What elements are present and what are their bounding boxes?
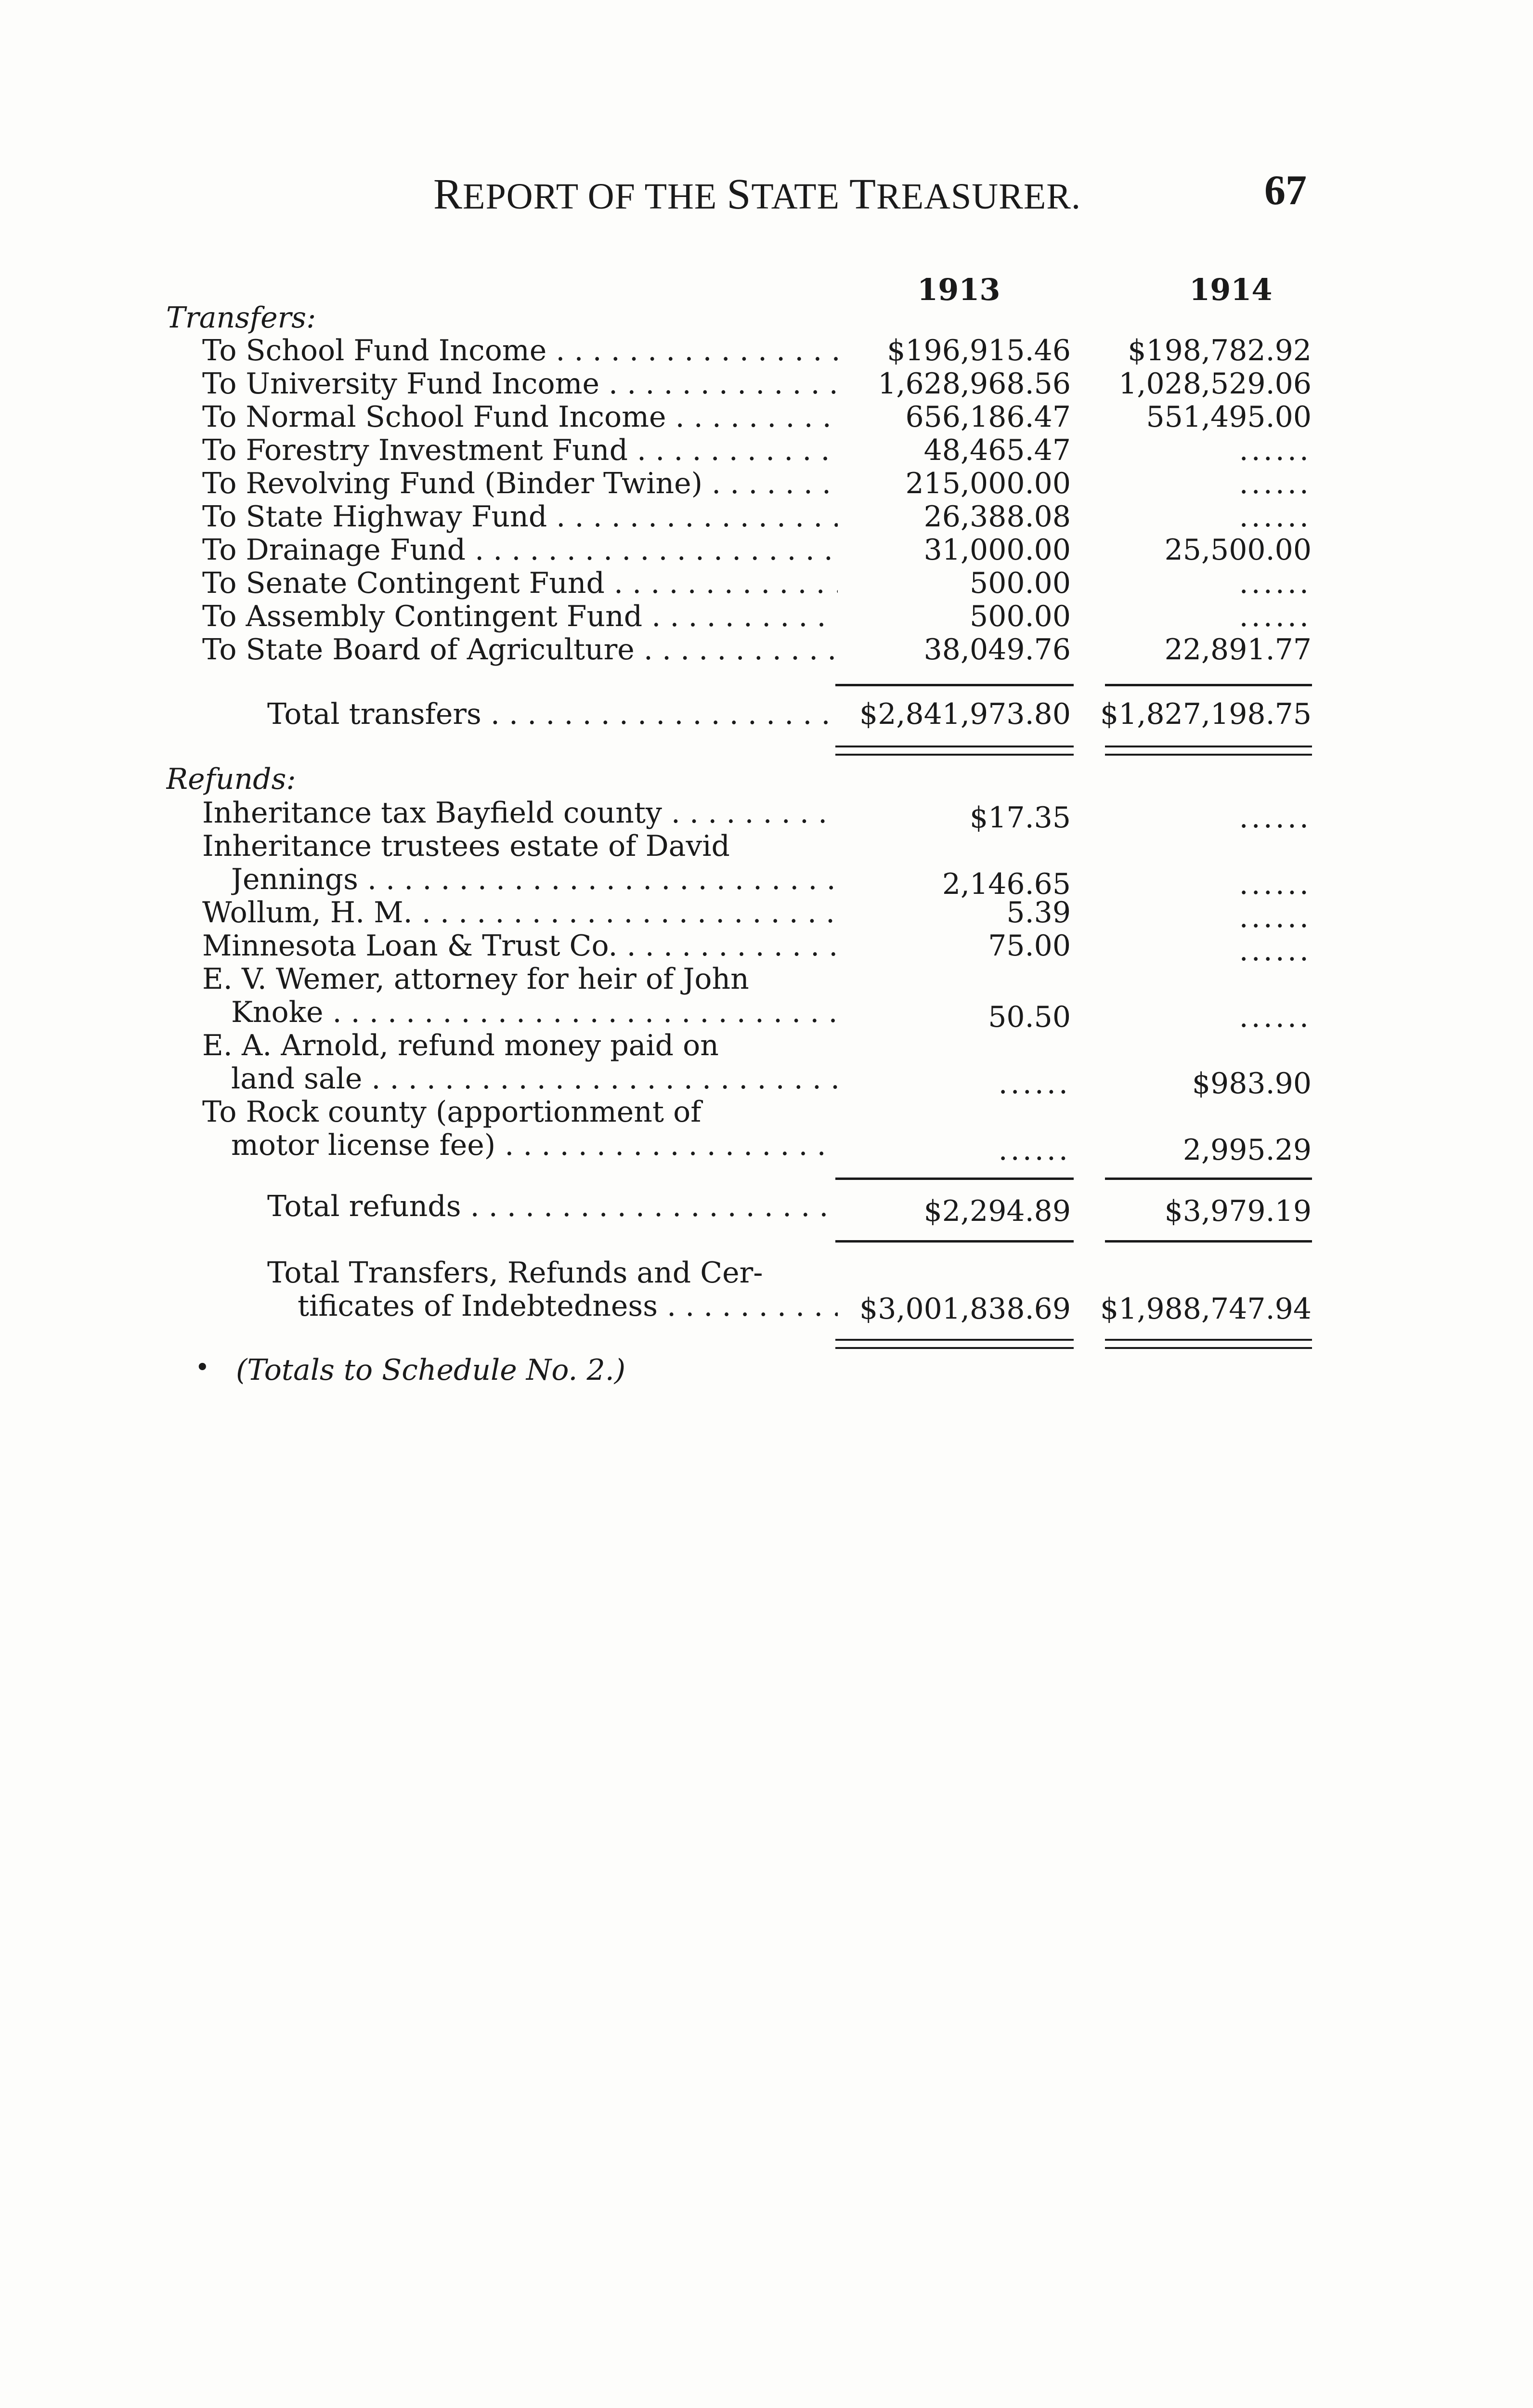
row-label: To University Fund Income [202,367,599,401]
value-1913: 26,388.08 [923,500,1071,534]
total-1914: $3,979.19 [1164,1194,1312,1228]
value-1914: 25,500.00 [1164,533,1312,567]
row-label: Inheritance tax Bayfield county [202,796,662,830]
total-1913: $2,841,973.80 [859,697,1071,731]
row-label: To State Highway Fund [202,500,547,534]
value-1914: ...... [1239,433,1312,467]
sum-rule [1105,1240,1312,1243]
row-label: To Rock county (apportionment of [202,1095,702,1129]
table-row [0,633,1533,667]
page-number: 67 [1264,167,1307,214]
column-header-1913: 1913 [917,272,1000,307]
row-label: land sale [231,1062,363,1096]
value-1913: 38,049.76 [923,633,1071,667]
value-1913: ...... [998,1133,1071,1167]
value-1913: 1,628,968.56 [878,367,1071,401]
grand-total-label: tificates of Indebtedness [298,1289,658,1323]
table-row [0,796,1533,835]
value-1913: 500.00 [970,566,1071,600]
table-row [0,400,1533,434]
row-label: motor license fee) [231,1128,496,1162]
row-label: To Normal School Fund Income [202,400,666,434]
value-1914: ...... [1239,934,1312,968]
row-label: E. V. Wemer, attorney for heir of John [202,962,749,996]
running-header: REPORT OF THE STATE TREASURER. [433,170,1081,218]
table-row [0,500,1533,534]
value-1913: 5.39 [1006,896,1071,929]
total-label: Total transfers [267,697,481,731]
grand-total-1914: $1,988,747.94 [1100,1292,1312,1326]
total-1914: $1,827,198.75 [1100,697,1312,731]
value-1914: ...... [1239,1000,1312,1034]
double-rule [1105,754,1312,756]
value-1914: ...... [1239,801,1312,835]
table-row [0,1095,1533,1129]
footnote-mark: • [195,1353,210,1382]
value-1914: ...... [1239,500,1312,534]
row-label: To State Board of Agriculture [202,633,635,667]
value-1914: $198,782.92 [1128,334,1312,367]
double-rule [835,746,1074,747]
table-row [0,367,1533,401]
value-1913: 656,186.47 [905,400,1071,434]
table-row [0,1029,1533,1062]
row-label: To Drainage Fund [202,533,466,567]
value-1914: 22,891.77 [1164,633,1312,667]
sum-rule [1105,1178,1312,1180]
value-1913: 500.00 [970,600,1071,633]
grand-total-row [0,1256,1533,1290]
total-label: Total refunds [267,1190,461,1223]
row-label: Minnesota Loan & Trust Co. [202,929,618,963]
table-row [0,566,1533,600]
footnote: (Totals to Schedule No. 2.) [236,1353,626,1387]
value-1913: 2,146.65 [942,867,1071,901]
double-rule [1105,1347,1312,1349]
value-1914: ...... [1239,600,1312,633]
sum-rule [835,1178,1074,1180]
double-rule [835,754,1074,756]
double-rule [835,1347,1074,1349]
table-row [0,533,1533,567]
table-row [0,433,1533,467]
section-heading-label: Refunds: [166,762,296,796]
row-label: Inheritance trustees estate of David [202,829,730,863]
double-rule [1105,1339,1312,1341]
value-1913: 215,000.00 [905,467,1071,500]
value-1913: 31,000.00 [923,533,1071,567]
row-label: Wollum, H. M. [202,896,413,929]
total-row-refunds [0,1190,1533,1228]
row-label: To Senate Contingent Fund [202,566,605,600]
table-row [0,962,1533,996]
table-row-continuation [0,1062,1533,1100]
table-row [0,896,1533,934]
table-row [0,467,1533,500]
table-row [0,829,1533,863]
table-row [0,600,1533,633]
row-label: To Assembly Contingent Fund [202,600,643,633]
value-1914: ...... [1239,566,1312,600]
double-rule [1105,746,1312,747]
sum-rule [835,1240,1074,1243]
table-row-continuation [0,995,1533,1034]
column-header-1914: 1914 [1189,272,1273,307]
sum-rule [1105,684,1312,686]
table-row [0,929,1533,968]
total-1913: $2,294.89 [923,1194,1071,1228]
row-label: To School Fund Income [202,334,547,367]
row-label: E. A. Arnold, refund money paid on [202,1029,719,1062]
row-label: To Forestry Investment Fund [202,433,628,467]
sum-rule [835,684,1074,686]
value-1913: ...... [998,1067,1071,1100]
value-1914: ...... [1239,467,1312,500]
grand-total-label: Total Transfers, Refunds and Cer- [267,1256,763,1290]
total-row-transfers [0,697,1533,731]
table-row-continuation [0,863,1533,901]
section-heading-label: Transfers: [166,301,316,335]
value-1913: 75.00 [988,929,1071,963]
value-1913: 50.50 [988,1000,1071,1034]
value-1914: 2,995.29 [1182,1133,1312,1167]
row-label: Knoke [231,995,324,1029]
table-row-continuation [0,1128,1533,1167]
grand-total-1913: $3,001,838.69 [859,1292,1071,1326]
value-1913: $196,915.46 [887,334,1071,367]
table-row [0,334,1533,367]
value-1913: $17.35 [970,801,1071,835]
value-1914: ...... [1239,901,1312,934]
value-1914: 1,028,529.06 [1118,367,1312,401]
row-label: To Revolving Fund (Binder Twine) [202,467,703,500]
value-1914: $983.90 [1192,1067,1312,1100]
section-heading-refunds [0,762,1533,796]
double-rule [835,1339,1074,1341]
value-1914: ...... [1239,867,1312,901]
grand-total-row-continuation [0,1289,1533,1326]
value-1914: 551,495.00 [1146,400,1312,434]
value-1913: 48,465.47 [923,433,1071,467]
section-heading-transfers [0,301,1533,335]
row-label: Jennings [231,863,358,896]
